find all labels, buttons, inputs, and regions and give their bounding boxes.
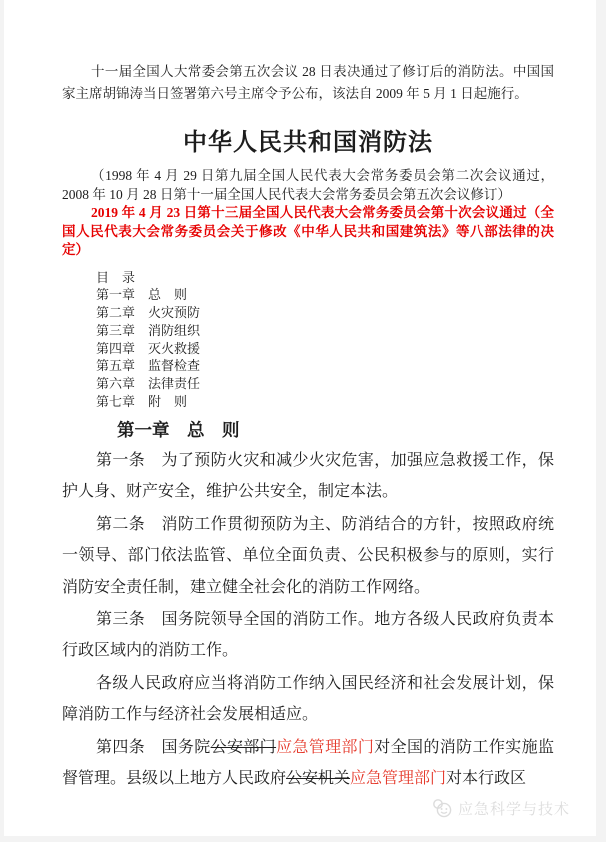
article-4-deleted-text: 公安机关 — [286, 769, 351, 787]
article-4-inserted-text: 应急管理部门 — [350, 769, 447, 787]
article-3-paragraph-2: 各级人民政府应当将消防工作纳入国民经济和社会发展计划，保障消防工作与经济社会发展相适应。 — [62, 674, 554, 724]
enactment-note: （1998 年 4 月 29 日第九届全国人民代表大会常务委员会第二次会议通过，2008 年 10 月 28 日第十一届全国人民代表大会常务委员会第五次会议修订） — [62, 168, 554, 202]
amendment-note: 2019 年 4 月 23 日第十三届全国人民代表大会常务委员会第十次会议通过（全国人民代表大会常务委员会关于修改《中华人民共和国建筑法》等八部法律的决定） — [62, 205, 554, 257]
chapter1-heading: 第一章 总 则 — [117, 419, 240, 440]
toc-item-chapter1: 第一章 总 则 — [96, 287, 188, 303]
toc-item-chapter7: 第七章 附 则 — [96, 394, 188, 410]
article-4-text: 对全国的消防工作实施监督管理。县级以上地方人民政府 — [62, 738, 554, 787]
watermark — [431, 797, 570, 819]
law-title: 中华人民共和国消防法 — [183, 130, 433, 156]
article-3: 第三条 国务院领导全国的消防工作。地方各级人民政府负责本行政区域内的消防工作。 — [62, 610, 554, 660]
toc-item-chapter4: 第四章 灭火救援 — [96, 340, 201, 356]
toc-heading: 目 录 — [96, 269, 136, 285]
intro-paragraph: 十一届全国人大常委会第五次会议 28 日表决通过了修订后的消防法。中国国家主席胡锦涛当日签署第六号主席令予公布，该法自 2009 年 5 月 1 日起施行。 — [62, 64, 554, 101]
wechat-official-account-logo-icon — [431, 797, 453, 819]
article-4-deleted-text: 公安部门 — [210, 738, 277, 756]
article-4-inserted-text: 应急管理部门 — [276, 738, 375, 756]
toc-item-chapter2: 第二章 火灾预防 — [96, 305, 201, 321]
article-1: 第一条 为了预防火灾和减少火灾危害，加强应急救援工作，保护人身、财产安全，维护公共安全，制定本法。 — [62, 451, 554, 501]
page-content — [4, 0, 596, 794]
toc-item-chapter3: 第三章 消防组织 — [96, 322, 201, 338]
toc-item-chapter5: 第五章 监督检查 — [96, 358, 201, 374]
article-4 — [62, 732, 554, 795]
watermark-label: 应急科学与技术 — [457, 800, 570, 818]
article-2: 第二条 消防工作贯彻预防为主、防消结合的方针，按照政府统一领导、部门依法监管、单位全面负责、公民积极参与的原则，实行消防安全责任制，建立健全社会化的消防工作网络。 — [62, 515, 554, 596]
table-of-contents — [96, 269, 554, 411]
toc-item-chapter6: 第六章 法律责任 — [96, 376, 201, 392]
article-4-text: 对本行政区 — [446, 769, 527, 787]
chapter1-body — [62, 445, 554, 794]
document-page — [4, 0, 596, 836]
article-4-text: 第四条 国务院 — [96, 738, 211, 756]
